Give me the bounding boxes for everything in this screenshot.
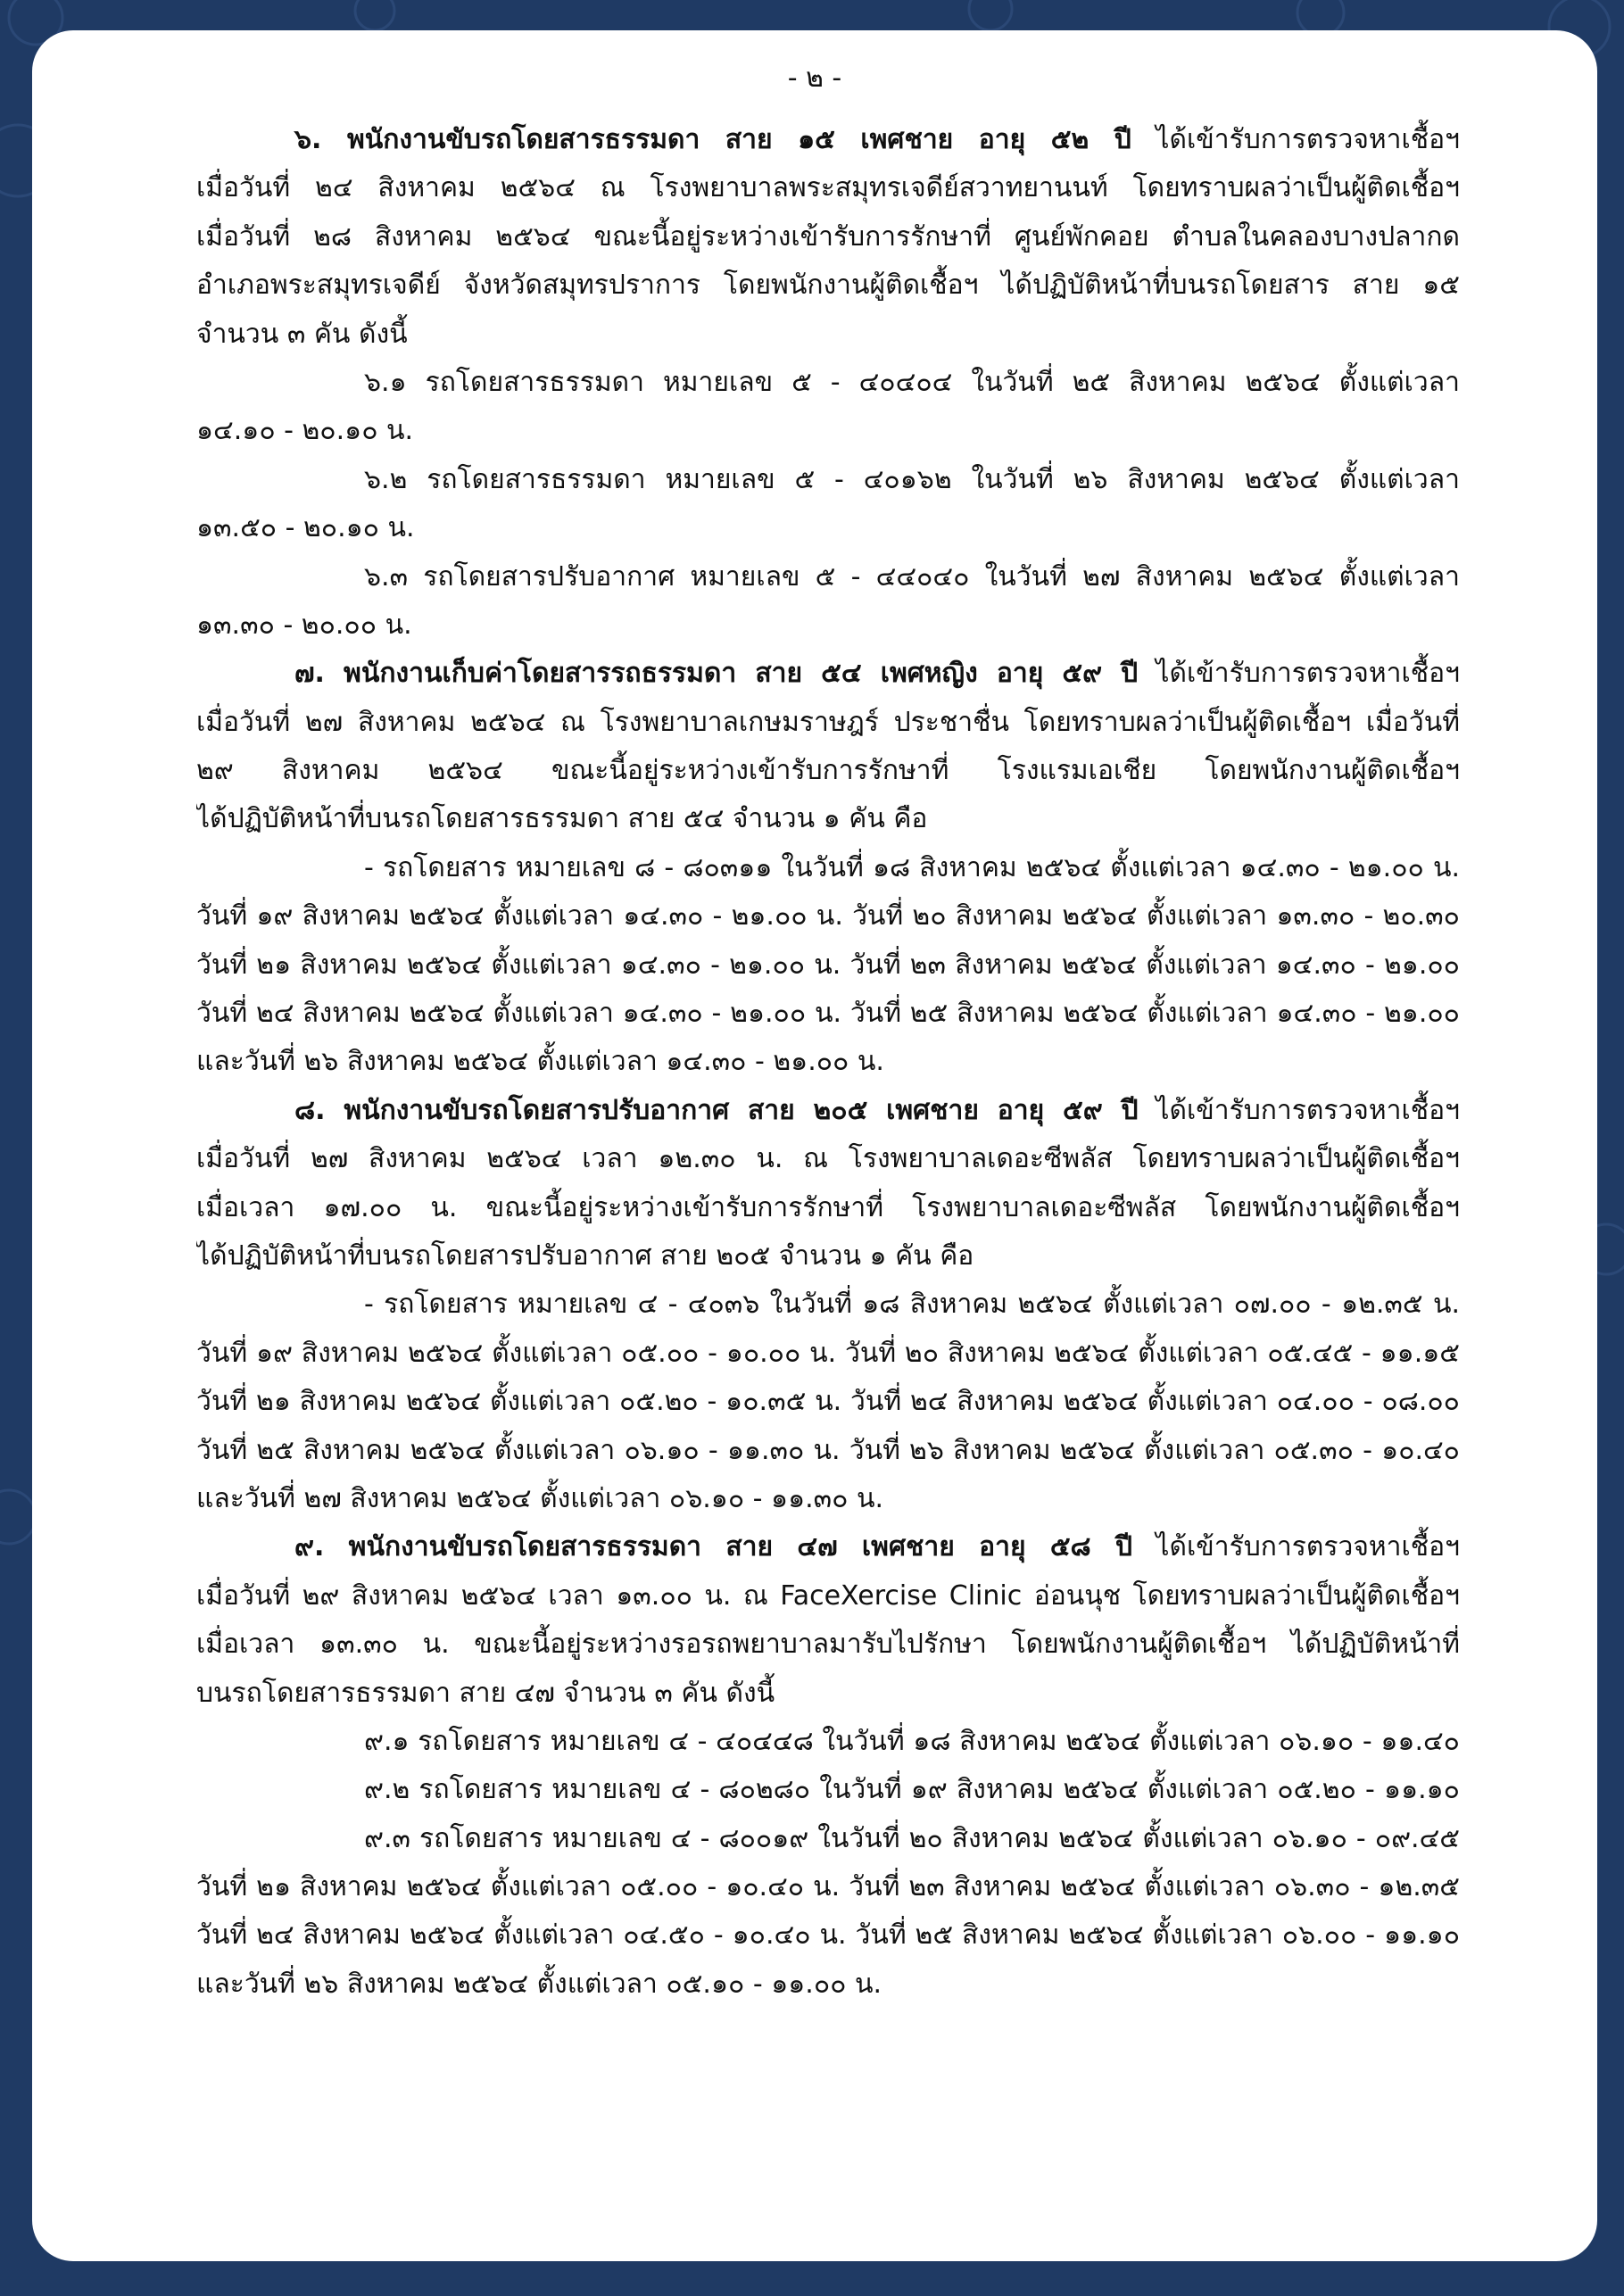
- paragraph-line: อำเภอพระสมุทรเจดีย์ จังหวัดสมุทรปราการ โดยพนักงานผู้ติดเชื้อฯ ได้ปฏิบัติหน้าที่บนรถโดยสาร สาย ๑๕: [196, 269, 1460, 302]
- schedule-line: วันที่ ๒๕ สิงหาคม ๒๕๖๔ ตั้งแต่เวลา ๐๖.๑๐ - ๑๑.๓๐ น. วันที่ ๒๖ สิงหาคม ๒๕๖๔ ตั้งแต่เวลา ๐๕.๓๐ - ๑๐.๔๐: [196, 1434, 1460, 1466]
- section-title-rest: ได้เข้ารับการตรวจหาเชื้อฯ: [1132, 1531, 1460, 1563]
- list-item-continuation: ๑๓.๓๐ - ๒๐.๐๐ น.: [196, 609, 412, 641]
- schedule-line: วันที่ ๑๙ สิงหาคม ๒๕๖๔ ตั้งแต่เวลา ๑๔.๓๐ - ๒๑.๐๐ น. วันที่ ๒๐ สิงหาคม ๒๕๖๔ ตั้งแต่เวลา ๑๓.๓๐ - ๒๐.๓๐: [196, 900, 1460, 932]
- section-title: ๖. พนักงานขับรถโดยสารธรรมดา สาย ๑๕ เพศชาย อายุ ๕๒ ปี: [294, 124, 1131, 155]
- schedule-line: วันที่ ๒๑ สิงหาคม ๒๕๖๔ ตั้งแต่เวลา ๐๕.๐๐ - ๑๐.๔๐ น. วันที่ ๒๓ สิงหาคม ๒๕๖๔ ตั้งแต่เวลา ๐๖.๓๐ - ๑๒.๓๕: [196, 1871, 1460, 1903]
- list-item: ๙.๒ รถโดยสาร หมายเลข ๔ - ๘๐๒๘๐ ในวันที่ ๑๙ สิงหาคม ๒๕๖๔ ตั้งแต่เวลา ๐๕.๒๐ - ๑๑.๑๐: [364, 1774, 1460, 1806]
- list-item-continuation: ๑๓.๕๐ - ๒๐.๑๐ น.: [196, 512, 415, 544]
- paragraph-line: เมื่อเวลา ๑๓.๓๐ น. ขณะนี้อยู่ระหว่างรอรถพยาบาลมารับไปรักษา โดยพนักงานผู้ติดเชื้อฯ ได้ปฏิบัติหน้าที่: [196, 1629, 1460, 1661]
- schedule-line: วันที่ ๒๔ สิงหาคม ๒๕๖๔ ตั้งแต่เวลา ๑๔.๓๐ - ๒๑.๐๐ น. วันที่ ๒๕ สิงหาคม ๒๕๖๔ ตั้งแต่เวลา ๑๔.๓๐ - ๒๑.๐๐: [196, 998, 1460, 1030]
- document-page: [32, 30, 1597, 2261]
- schedule-line: และวันที่ ๒๖ สิงหาคม ๒๕๖๔ ตั้งแต่เวลา ๐๕.๑๐ - ๑๑.๐๐ น.: [196, 1968, 882, 2000]
- schedule-line: และวันที่ ๒๖ สิงหาคม ๒๕๖๔ ตั้งแต่เวลา ๑๔.๓๐ - ๒๑.๐๐ น.: [196, 1046, 884, 1078]
- list-item: ๖.๒ รถโดยสารธรรมดา หมายเลข ๕ - ๔๐๑๖๒ ในวันที่ ๒๖ สิงหาคม ๒๕๖๔ ตั้งแต่เวลา: [364, 463, 1460, 495]
- paragraph-line: ได้ปฏิบัติหน้าที่บนรถโดยสารปรับอากาศ สาย ๒๐๕ จำนวน ๑ คัน คือ: [196, 1239, 974, 1272]
- section-heading: [196, 1087, 1460, 1135]
- schedule-line: และวันที่ ๒๗ สิงหาคม ๒๕๖๔ ตั้งแต่เวลา ๐๖.๑๐ - ๑๑.๓๐ น.: [196, 1482, 884, 1514]
- schedule-line: วันที่ ๒๑ สิงหาคม ๒๕๖๔ ตั้งแต่เวลา ๑๔.๓๐ - ๒๑.๐๐ น. วันที่ ๒๓ สิงหาคม ๒๕๖๔ ตั้งแต่เวลา ๑๔.๓๐ - ๒๑.๐๐: [196, 949, 1460, 981]
- paragraph-line: เมื่อวันที่ ๒๗ สิงหาคม ๒๕๖๔ เวลา ๑๒.๓๐ น. ณ โรงพยาบาลเดอะซีพลัส โดยทราบผลว่าเป็นผู้ติดเชื้อฯ: [196, 1143, 1460, 1175]
- section-title: ๗. พนักงานเก็บค่าโดยสารรถธรรมดา สาย ๕๔ เพศหญิง อายุ ๕๙ ปี: [294, 658, 1139, 690]
- schedule-line: วันที่ ๒๑ สิงหาคม ๒๕๖๔ ตั้งแต่เวลา ๐๕.๒๐ - ๑๐.๓๕ น. วันที่ ๒๔ สิงหาคม ๒๕๖๔ ตั้งแต่เวลา ๐๔.๐๐ - ๐๘.๐๐: [196, 1386, 1460, 1418]
- section-title: ๙. พนักงานขับรถโดยสารธรรมดา สาย ๔๗ เพศชาย อายุ ๕๘ ปี: [294, 1531, 1133, 1563]
- list-item: ๖.๑ รถโดยสารธรรมดา หมายเลข ๕ - ๔๐๔๐๔ ในวันที่ ๒๕ สิงหาคม ๒๕๖๔ ตั้งแต่เวลา: [364, 366, 1460, 398]
- schedule-line: วันที่ ๒๔ สิงหาคม ๒๕๖๔ ตั้งแต่เวลา ๐๔.๕๐ - ๑๐.๔๐ น. วันที่ ๒๕ สิงหาคม ๒๕๖๔ ตั้งแต่เวลา ๐๖.๐๐ - ๑๑.๑๐: [196, 1919, 1460, 1952]
- paragraph-line: จำนวน ๓ คัน ดังนี้: [196, 318, 408, 350]
- section-title-rest: ได้เข้ารับการตรวจหาเชื้อฯ: [1138, 1094, 1460, 1126]
- paragraph-line: เมื่อวันที่ ๒๘ สิงหาคม ๒๕๖๔ ขณะนี้อยู่ระหว่างเข้ารับการรักษาที่ ศูนย์พักคอย ตำบลในคลองบางปลากด: [196, 220, 1460, 253]
- section-title-rest: ได้เข้ารับการตรวจหาเชื้อฯ: [1138, 658, 1460, 690]
- paragraph-line: ได้ปฏิบัติหน้าที่บนรถโดยสารธรรมดา สาย ๕๔ จำนวน ๑ คัน คือ: [196, 803, 928, 835]
- document-body: [196, 116, 1460, 2009]
- section-title: ๘. พนักงานขับรถโดยสารปรับอากาศ สาย ๒๐๕ เพศชาย อายุ ๕๙ ปี: [294, 1094, 1139, 1126]
- paragraph-line: เมื่อวันที่ ๒๔ สิงหาคม ๒๕๖๔ ณ โรงพยาบาลพระสมุทรเจดีย์สวาทยานนท์ โดยทราบผลว่าเป็นผู้ติดเชื้อฯ: [196, 172, 1460, 204]
- schedule-line: - รถโดยสาร หมายเลข ๘ - ๘๐๓๑๑ ในวันที่ ๑๘ สิงหาคม ๒๕๖๔ ตั้งแต่เวลา ๑๔.๓๐ - ๒๑.๐๐ น.: [364, 851, 1460, 883]
- list-item: ๖.๓ รถโดยสารปรับอากาศ หมายเลข ๕ - ๔๔๐๔๐ ในวันที่ ๒๗ สิงหาคม ๒๕๖๔ ตั้งแต่เวลา: [364, 560, 1460, 593]
- list-item: ๙.๓ รถโดยสาร หมายเลข ๔ - ๘๐๐๑๙ ในวันที่ ๒๐ สิงหาคม ๒๕๖๔ ตั้งแต่เวลา ๐๖.๑๐ - ๐๙.๔๕: [364, 1822, 1460, 1854]
- list-item-continuation: ๑๔.๑๐ - ๒๐.๑๐ น.: [196, 415, 414, 447]
- paragraph-line: บนรถโดยสารธรรมดา สาย ๔๗ จำนวน ๓ คัน ดังนี้: [196, 1677, 775, 1709]
- paragraph-line: ๒๙ สิงหาคม ๒๕๖๔ ขณะนี้อยู่ระหว่างเข้ารับการรักษาที่ โรงแรมเอเชีย โดยพนักงานผู้ติดเชื้อฯ: [196, 755, 1460, 787]
- section-heading: [196, 116, 1460, 164]
- section-heading: [196, 1523, 1460, 1571]
- page-number: - ๒ -: [787, 62, 842, 94]
- section-heading: [196, 650, 1460, 698]
- paragraph-line: เมื่อวันที่ ๒๗ สิงหาคม ๒๕๖๔ ณ โรงพยาบาลเกษมราษฎร์ ประชาชื่น โดยทราบผลว่าเป็นผู้ติดเชื้อฯ เมื่อวันที่: [196, 706, 1460, 738]
- list-item: ๙.๑ รถโดยสาร หมายเลข ๔ - ๔๐๔๔๘ ในวันที่ ๑๘ สิงหาคม ๒๕๖๔ ตั้งแต่เวลา ๐๖.๑๐ - ๑๑.๔๐: [364, 1725, 1460, 1757]
- schedule-line: วันที่ ๑๙ สิงหาคม ๒๕๖๔ ตั้งแต่เวลา ๐๕.๐๐ - ๑๐.๐๐ น. วันที่ ๒๐ สิงหาคม ๒๕๖๔ ตั้งแต่เวลา ๐๕.๔๕ - ๑๑.๑๕: [196, 1337, 1460, 1369]
- paragraph-line: เมื่อวันที่ ๒๙ สิงหาคม ๒๕๖๔ เวลา ๑๓.๐๐ น. ณ FaceXercise Clinic อ่อนนุช โดยทราบผลว่าเป็นผู้ติดเชื้อฯ: [196, 1579, 1460, 1612]
- schedule-line: - รถโดยสาร หมายเลข ๔ - ๔๐๓๖ ในวันที่ ๑๘ สิงหาคม ๒๕๖๔ ตั้งแต่เวลา ๐๗.๐๐ - ๑๒.๓๕ น.: [364, 1289, 1460, 1321]
- paragraph-line: เมื่อเวลา ๑๗.๐๐ น. ขณะนี้อยู่ระหว่างเข้ารับการรักษาที่ โรงพยาบาลเดอะซีพลัส โดยพนักงานผู้ติดเชื้อฯ: [196, 1191, 1460, 1223]
- section-title-rest: ได้เข้ารับการตรวจหาเชื้อฯ: [1131, 124, 1460, 155]
